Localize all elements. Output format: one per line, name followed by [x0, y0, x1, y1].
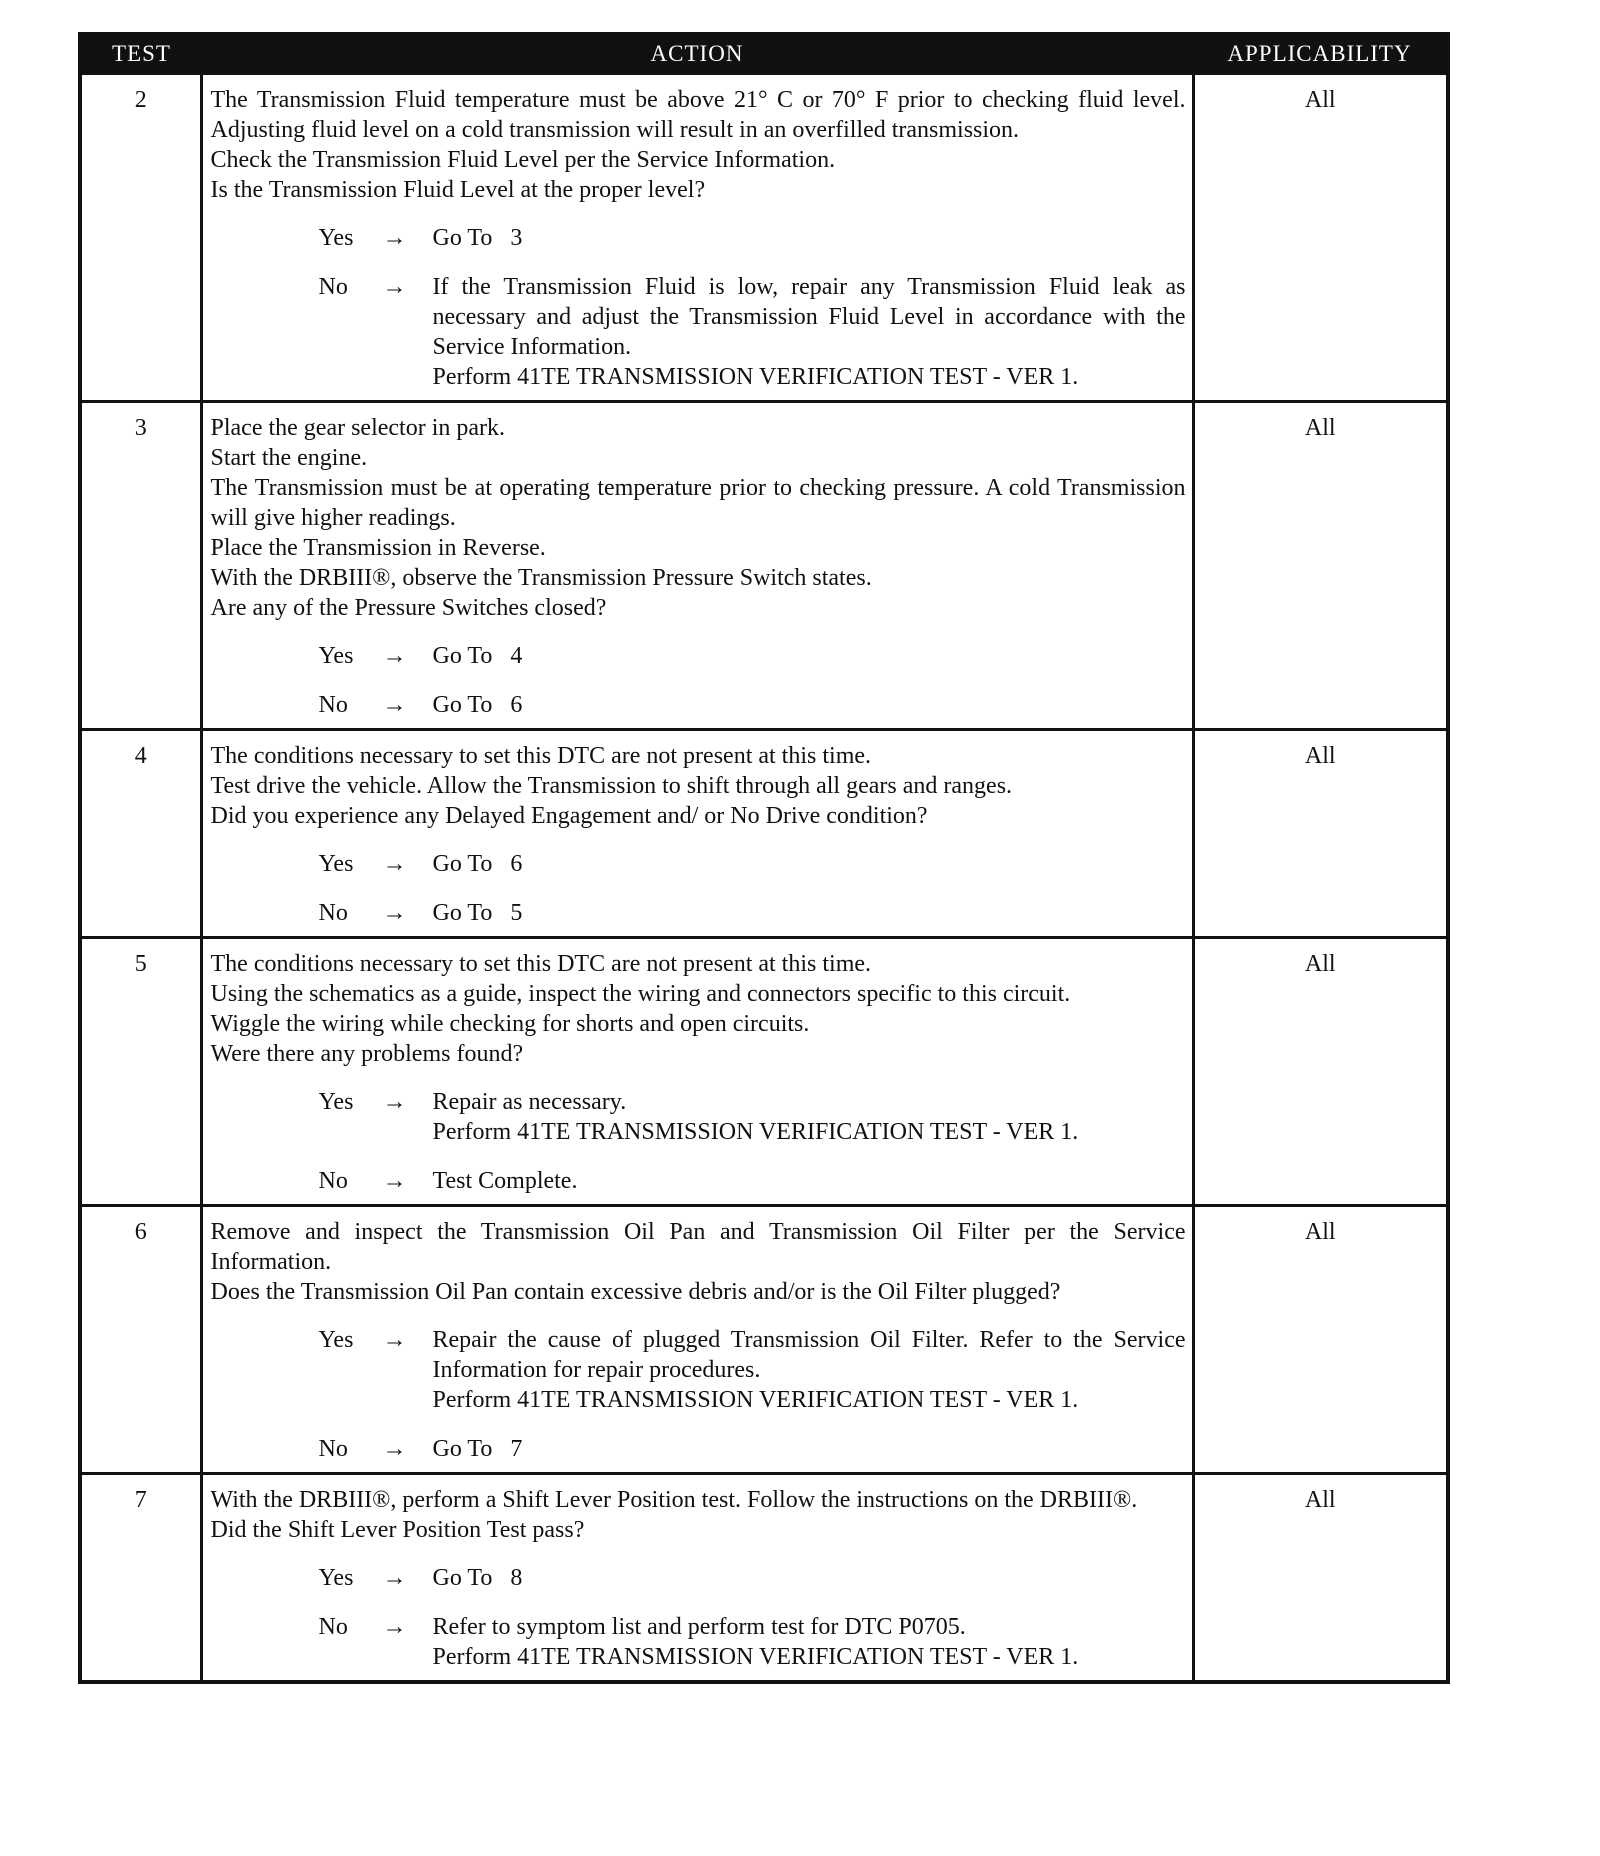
- action-cell: [201, 1206, 1193, 1474]
- test-row: [80, 938, 1448, 1206]
- yes-outcome: [319, 223, 1186, 253]
- go-to-label: Go To: [432, 900, 493, 926]
- applicability: All: [1193, 402, 1448, 730]
- arrow-icon: →: [382, 225, 407, 251]
- instructions: [211, 1485, 1186, 1545]
- arrow-icon: →: [382, 1436, 407, 1462]
- go-to-label: Go To: [432, 225, 493, 251]
- diagnostic-test-sheet: [78, 32, 1446, 1684]
- no-outcome: [319, 1612, 1186, 1672]
- result-line: Refer to symptom list and perform test for DTC P0705.: [432, 1614, 966, 1640]
- go-to-step: 5: [510, 900, 523, 926]
- test-row: [80, 1474, 1448, 1683]
- arrow-icon: →: [382, 274, 407, 300]
- no-label: No: [318, 900, 348, 926]
- diagnostic-test-table: [78, 32, 1450, 1684]
- result-line: Perform 41TE TRANSMISSION VERIFICATION TEST - VER 1.: [432, 1387, 1079, 1413]
- instruction-line: Using the schematics as a guide, inspect the wiring and connectors specific to this circuit.: [210, 981, 1071, 1007]
- instruction-line: Place the gear selector in park.: [210, 415, 506, 441]
- no-label: No: [318, 1168, 348, 1194]
- header-test: TEST: [80, 34, 201, 74]
- arrow-icon: →: [382, 643, 407, 669]
- instruction-line: Check the Transmission Fluid Level per the Service Information.: [210, 147, 836, 173]
- no-result: [433, 690, 1186, 720]
- outcomes: [211, 641, 1186, 720]
- yes-outcome: [319, 641, 1186, 671]
- result-line: Perform 41TE TRANSMISSION VERIFICATION TEST - VER 1.: [432, 364, 1079, 390]
- go-to-label: Go To: [432, 851, 493, 877]
- action-cell: [201, 730, 1193, 938]
- table-body: [80, 74, 1448, 1683]
- yes-result: [433, 1325, 1186, 1415]
- go-to-label: Go To: [432, 643, 493, 669]
- arrow-icon: →: [382, 692, 407, 718]
- yes-result: [433, 1563, 1186, 1593]
- no-result: [433, 272, 1186, 392]
- applicability: All: [1193, 1206, 1448, 1474]
- arrow-icon: →: [382, 1168, 407, 1194]
- no-outcome: [319, 690, 1186, 720]
- test-number: 2: [80, 74, 201, 402]
- test-number: 7: [80, 1474, 201, 1683]
- result-line: Repair the cause of plugged Transmission Oil Filter. Refer to the Service Information for repair procedures.: [432, 1327, 1186, 1383]
- test-row: [80, 1206, 1448, 1474]
- result-line: Repair as necessary.: [432, 1089, 627, 1115]
- instruction-line: The Transmission must be at operating temperature prior to checking pressure. A cold Transmission will give higher readings.: [210, 475, 1186, 531]
- go-to-step: 6: [510, 851, 523, 877]
- action-cell: [201, 74, 1193, 402]
- outcomes: [211, 1563, 1186, 1672]
- no-outcome: [319, 272, 1186, 392]
- yes-label: Yes: [318, 851, 354, 877]
- go-to-step: 4: [510, 643, 523, 669]
- result-line: Perform 41TE TRANSMISSION VERIFICATION TEST - VER 1.: [432, 1119, 1079, 1145]
- table-header: [80, 34, 1448, 74]
- test-number: 6: [80, 1206, 201, 1474]
- instruction-line: Are any of the Pressure Switches closed?: [210, 595, 607, 621]
- test-row: [80, 74, 1448, 402]
- yes-outcome: [319, 1325, 1186, 1415]
- go-to-step: 7: [510, 1436, 523, 1462]
- yes-label: Yes: [318, 225, 354, 251]
- test-row: [80, 402, 1448, 730]
- result-line: Perform 41TE TRANSMISSION VERIFICATION TEST - VER 1.: [432, 1644, 1079, 1670]
- arrow-icon: →: [382, 900, 407, 926]
- instruction-line: Did you experience any Delayed Engagement and/ or No Drive condition?: [210, 803, 928, 829]
- go-to-step: 6: [510, 692, 523, 718]
- test-number: 3: [80, 402, 201, 730]
- yes-label: Yes: [318, 1327, 354, 1353]
- instruction-line: Were there any problems found?: [210, 1041, 524, 1067]
- header-applicability: APPLICABILITY: [1193, 34, 1448, 74]
- no-result: [433, 1166, 1186, 1196]
- result-line: If the Transmission Fluid is low, repair any Transmission Fluid leak as necessary and adjust the Transmission Fluid Level in accordance with the Service Information.: [432, 274, 1186, 360]
- outcomes: [211, 1087, 1186, 1196]
- outcomes: [211, 849, 1186, 928]
- instructions: [211, 1217, 1186, 1307]
- no-result: [433, 1612, 1186, 1672]
- arrow-icon: →: [382, 851, 407, 877]
- yes-outcome: [319, 1087, 1186, 1147]
- applicability: All: [1193, 1474, 1448, 1683]
- test-row: [80, 730, 1448, 938]
- no-label: No: [318, 1614, 348, 1640]
- yes-label: Yes: [318, 1089, 354, 1115]
- no-outcome: [319, 1434, 1186, 1464]
- arrow-icon: →: [382, 1089, 407, 1115]
- arrow-icon: →: [382, 1327, 407, 1353]
- yes-outcome: [319, 1563, 1186, 1593]
- instruction-line: The conditions necessary to set this DTC are not present at this time.: [210, 743, 872, 769]
- instruction-line: Test drive the vehicle. Allow the Transmission to shift through all gears and ranges.: [210, 773, 1013, 799]
- instruction-line: Start the engine.: [210, 445, 368, 471]
- action-cell: [201, 1474, 1193, 1683]
- applicability: All: [1193, 938, 1448, 1206]
- yes-result: [433, 641, 1186, 671]
- instruction-line: Place the Transmission in Reverse.: [210, 535, 546, 561]
- instruction-line: Is the Transmission Fluid Level at the proper level?: [210, 177, 706, 203]
- instruction-line: The conditions necessary to set this DTC are not present at this time.: [210, 951, 872, 977]
- instruction-line: Wiggle the wiring while checking for shorts and open circuits.: [210, 1011, 810, 1037]
- instruction-line: With the DRBIII®, observe the Transmission Pressure Switch states.: [210, 565, 872, 591]
- instruction-line: With the DRBIII®, perform a Shift Lever Position test. Follow the instructions on the DRBIII®.: [210, 1487, 1138, 1513]
- instruction-line: Does the Transmission Oil Pan contain excessive debris and/or is the Oil Filter plugged?: [210, 1279, 1061, 1305]
- yes-result: [433, 1087, 1186, 1147]
- go-to-label: Go To: [432, 1436, 493, 1462]
- test-number: 4: [80, 730, 201, 938]
- action-cell: [201, 938, 1193, 1206]
- yes-result: [433, 849, 1186, 879]
- yes-outcome: [319, 849, 1186, 879]
- no-label: No: [318, 1436, 348, 1462]
- instructions: [211, 949, 1186, 1069]
- outcomes: [211, 223, 1186, 392]
- no-outcome: [319, 1166, 1186, 1196]
- go-to-label: Go To: [432, 692, 493, 718]
- instructions: [211, 741, 1186, 831]
- yes-label: Yes: [318, 643, 354, 669]
- no-outcome: [319, 898, 1186, 928]
- no-label: No: [318, 692, 348, 718]
- arrow-icon: →: [382, 1614, 407, 1640]
- no-label: No: [318, 274, 348, 300]
- no-result: [433, 1434, 1186, 1464]
- yes-result: [433, 223, 1186, 253]
- arrow-icon: →: [382, 1565, 407, 1591]
- instructions: [211, 85, 1186, 205]
- instruction-line: Remove and inspect the Transmission Oil Pan and Transmission Oil Filter per the Service Information.: [210, 1219, 1186, 1275]
- action-cell: [201, 402, 1193, 730]
- result-line: Test Complete.: [432, 1168, 578, 1194]
- go-to-step: 8: [510, 1565, 523, 1591]
- applicability: All: [1193, 730, 1448, 938]
- applicability: All: [1193, 74, 1448, 402]
- go-to-step: 3: [510, 225, 523, 251]
- yes-label: Yes: [318, 1565, 354, 1591]
- instructions: [211, 413, 1186, 623]
- outcomes: [211, 1325, 1186, 1464]
- no-result: [433, 898, 1186, 928]
- header-action: ACTION: [201, 34, 1193, 74]
- instruction-line: Did the Shift Lever Position Test pass?: [210, 1517, 585, 1543]
- instruction-line: The Transmission Fluid temperature must be above 21° C or 70° F prior to checking fluid level. Adjusting fluid level on a cold transmission will result in an overfilled transmission.: [210, 87, 1186, 143]
- test-number: 5: [80, 938, 201, 1206]
- go-to-label: Go To: [432, 1565, 493, 1591]
